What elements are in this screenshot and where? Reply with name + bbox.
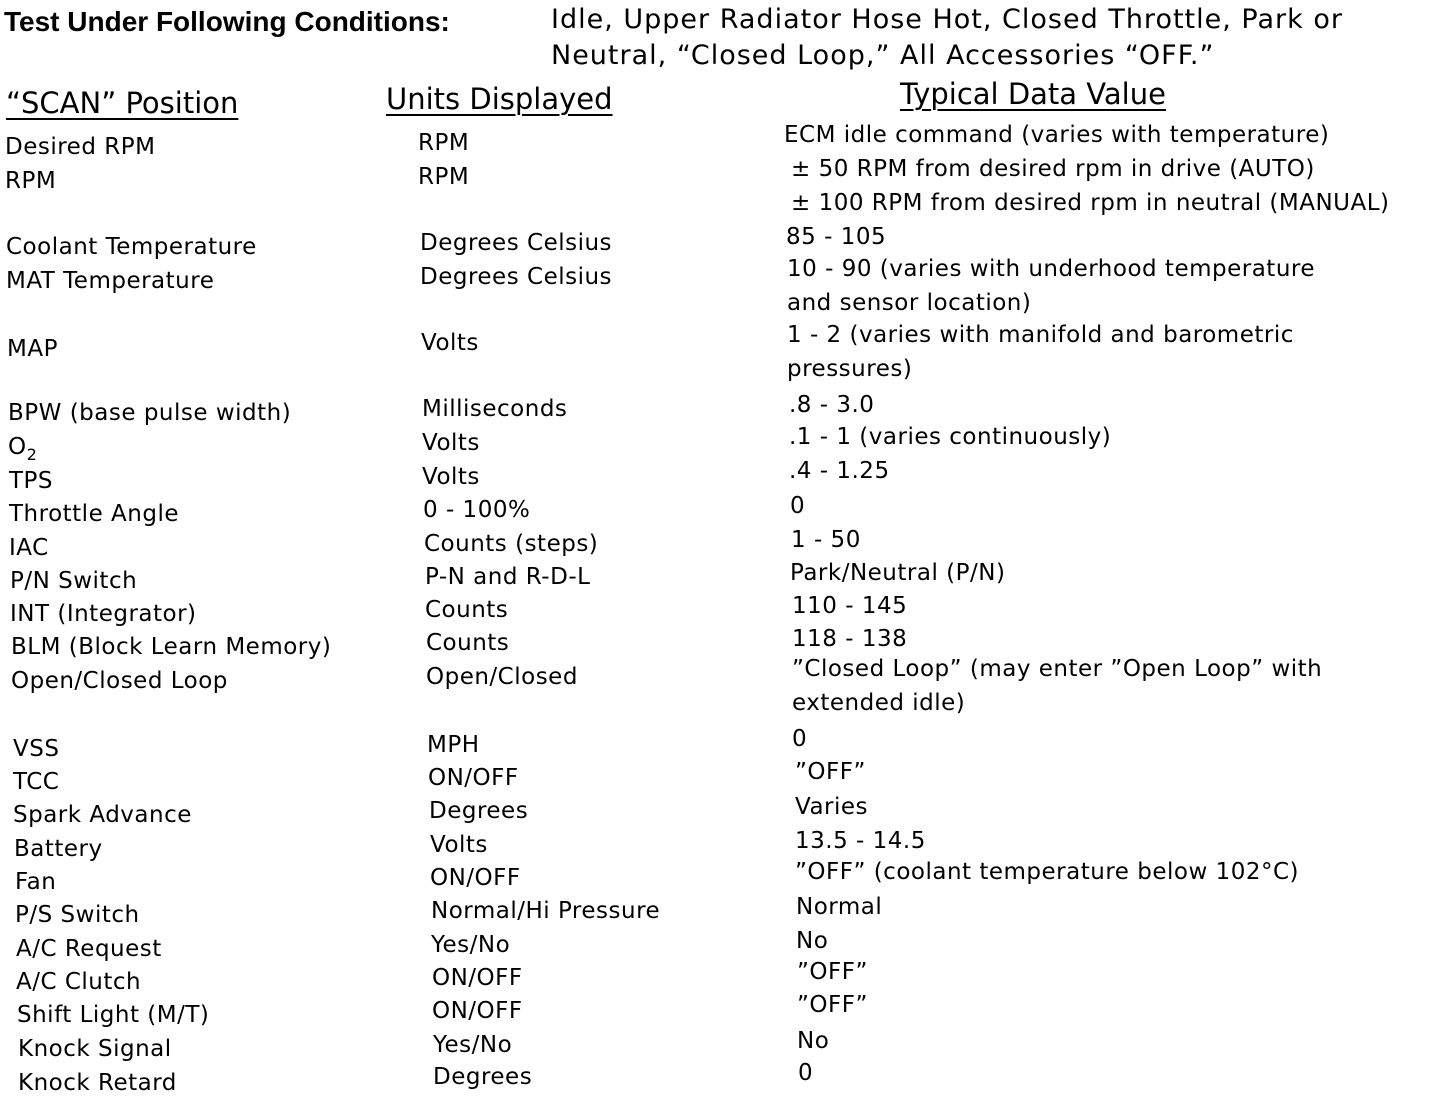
scan-position-cell: TPS <box>9 468 54 494</box>
scan-position-cell: Shift Light (M/T) <box>17 1002 210 1028</box>
scan-position-cell: MAT Temperature <box>6 268 215 294</box>
scan-position-cell: A/C Clutch <box>16 969 142 995</box>
scan-position-cell: A/C Request <box>16 936 162 962</box>
units-cell: RPM <box>418 164 470 190</box>
typical-value-cell: ”OFF” <box>795 759 866 785</box>
typical-value-cell: ECM idle command (varies with temperature) <box>784 122 1330 148</box>
o2-label: O <box>8 434 27 460</box>
scan-position-cell: Coolant Temperature <box>6 234 257 260</box>
units-cell: P-N and R-D-L <box>425 564 591 590</box>
scan-position-cell: RPM <box>5 168 57 194</box>
typical-value-cell: No <box>796 928 829 954</box>
scan-position-cell: Knock Retard <box>18 1070 177 1096</box>
typical-value-cell: 1 - 2 (varies with manifold and barometric pressures) <box>787 322 1294 382</box>
units-cell: ON/OFF <box>430 865 521 891</box>
scan-position-cell: Battery <box>14 836 103 862</box>
typical-value-cell: Normal <box>796 894 883 920</box>
units-cell: Degrees <box>433 1064 533 1090</box>
units-cell: Degrees Celsius <box>420 264 613 290</box>
typical-value-cell: 13.5 - 14.5 <box>795 828 926 854</box>
scan-position-cell: P/N Switch <box>10 568 138 594</box>
typical-value-cell: 0 <box>792 726 808 752</box>
typical-value-cell: 110 - 145 <box>792 593 908 619</box>
conditions-label: Test Under Following Conditions: <box>4 6 450 37</box>
scan-position-cell: MAP <box>7 336 58 362</box>
typical-value-cell: 118 - 138 <box>792 626 908 652</box>
typical-value-cell: 10 - 90 (varies with underhood temperature and sensor location) <box>787 256 1315 316</box>
units-cell: Counts <box>426 630 510 656</box>
typical-value-cell: 85 - 105 <box>786 224 887 250</box>
scan-position-cell: Fan <box>15 869 57 895</box>
units-cell: RPM <box>418 130 470 156</box>
units-cell: ON/OFF <box>432 998 523 1024</box>
units-cell: ON/OFF <box>432 965 523 991</box>
typical-value-cell: 0 <box>790 493 806 519</box>
typical-value-cell: .4 - 1.25 <box>789 458 890 484</box>
scan-position-cell: BPW (base pulse width) <box>8 400 292 426</box>
o2-subscript: 2 <box>26 445 38 464</box>
scan-position-cell: INT (Integrator) <box>10 601 197 627</box>
header-typical-data-value: Typical Data Value <box>900 77 1166 111</box>
scan-position-cell: TCC <box>13 769 60 795</box>
scan-position-cell: Desired RPM <box>5 134 156 160</box>
scan-position-cell: IAC <box>9 535 49 561</box>
units-cell: Milliseconds <box>422 396 568 422</box>
scan-position-cell: P/S Switch <box>15 902 140 928</box>
scan-position-cell: BLM (Block Learn Memory) <box>11 634 332 660</box>
typical-value-cell: No <box>797 1028 830 1054</box>
scan-position-cell: Open/Closed Loop <box>11 668 228 694</box>
typical-value-cell: .8 - 3.0 <box>789 392 875 418</box>
header-scan-position: “SCAN” Position <box>6 86 239 120</box>
typical-value-cell: 1 - 50 <box>791 527 861 553</box>
units-cell: Counts <box>425 597 509 623</box>
header-units-displayed: Units Displayed <box>386 82 613 116</box>
conditions-text: Idle, Upper Radiator Hose Hot, Closed Throttle, Park or Neutral, “Closed Loop,” All Accessories “OFF.” <box>551 4 1343 71</box>
units-cell: Counts (steps) <box>424 531 599 557</box>
units-cell: Degrees Celsius <box>420 230 613 256</box>
scan-position-cell: VSS <box>13 736 60 762</box>
typical-value-cell: Varies <box>795 794 869 820</box>
scan-position-cell: Throttle Angle <box>9 501 179 527</box>
units-cell: Degrees <box>429 798 529 824</box>
typical-value-cell: ”OFF” <box>797 959 868 985</box>
units-cell: Volts <box>430 832 488 858</box>
typical-value-cell: ”OFF” <box>797 992 868 1018</box>
units-cell: Normal/Hi Pressure <box>431 898 661 924</box>
scan-position-cell: Spark Advance <box>13 802 192 828</box>
typical-value-cell: .1 - 1 (varies continuously) <box>789 424 1112 450</box>
units-cell: MPH <box>427 732 480 758</box>
units-cell: ON/OFF <box>428 765 519 791</box>
units-cell: Volts <box>422 430 480 456</box>
units-cell: Volts <box>421 330 479 356</box>
scan-position-cell: Knock Signal <box>18 1036 172 1062</box>
units-cell: Volts <box>422 464 480 490</box>
units-cell: Yes/No <box>433 1032 513 1058</box>
typical-value-cell: ”Closed Loop” (may enter ”Open Loop” with extended idle) <box>792 656 1323 716</box>
units-cell: Open/Closed <box>426 664 578 690</box>
units-cell: Yes/No <box>431 932 511 958</box>
units-cell: 0 - 100% <box>423 497 531 523</box>
typical-value-cell: Park/Neutral (P/N) <box>790 560 1006 586</box>
typical-value-cell: 0 <box>798 1060 814 1086</box>
typical-value-cell: ”OFF” (coolant temperature below 102°C) <box>795 859 1300 885</box>
typical-value-cell: ± 50 RPM from desired rpm in drive (AUTO) ± 100 RPM from desired rpm in neutral (MANUAL) <box>791 156 1390 216</box>
